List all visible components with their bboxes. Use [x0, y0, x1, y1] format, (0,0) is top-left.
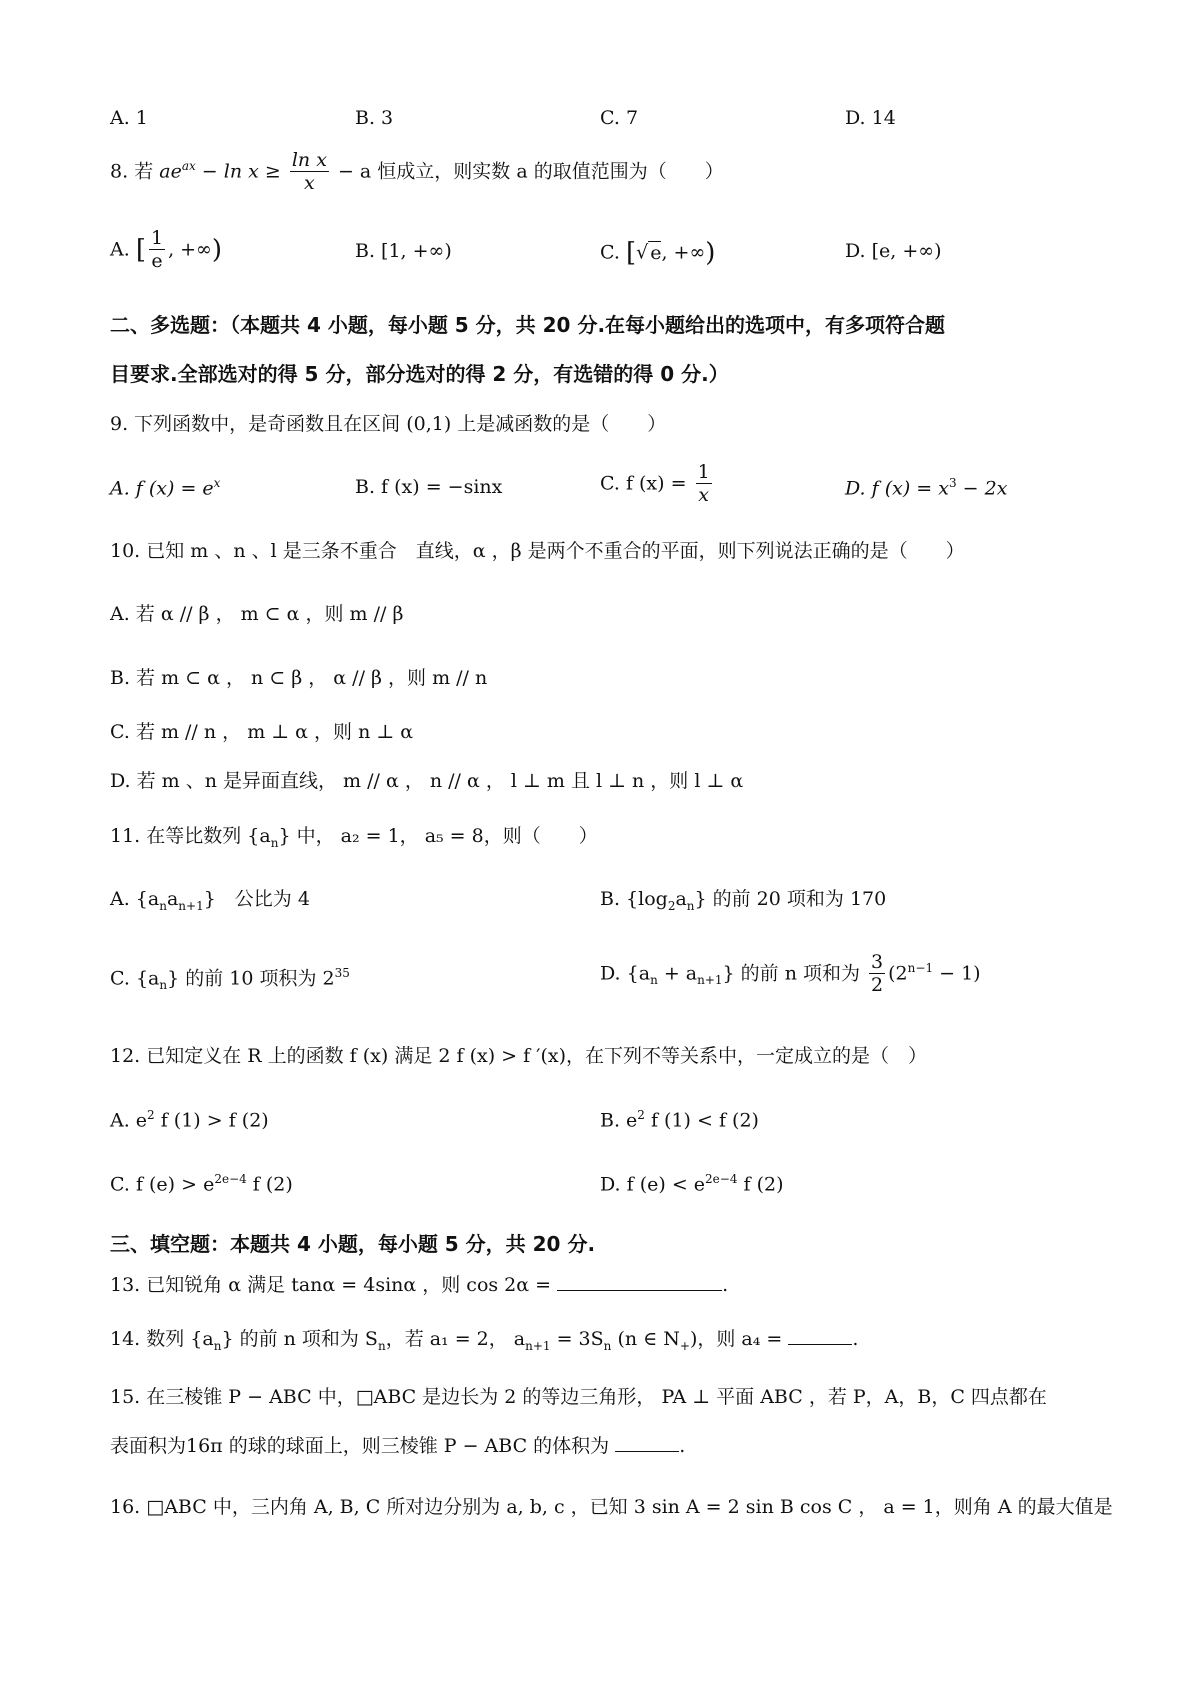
q11-option-a	[110, 888, 310, 913]
q11-d-paren: (2	[888, 962, 908, 985]
q13-text: 13. 已知锐角 α 满足 tanα = 4sinα ，则 cos 2α =	[110, 1274, 552, 1296]
q8-option-b: B. [1, +∞)	[355, 240, 452, 262]
q9-option-a	[110, 476, 220, 500]
q8-stem	[110, 150, 724, 195]
q12-d-head: D. f (e) < e	[600, 1173, 706, 1196]
q9-d-text: D. f (x) = x	[845, 477, 949, 500]
q12-option-c	[110, 1172, 293, 1196]
q12-a-tail: f (1) > f (2)	[154, 1109, 269, 1132]
q8-lhs: ae	[159, 160, 182, 183]
q11-d-sup: n−1	[907, 961, 934, 976]
section3-heading: 三、填空题：本题共 4 小题，每小题 5 分，共 20 分.	[110, 1232, 596, 1256]
q9-d-sup: 3	[948, 476, 957, 490]
q8-a-rest: , +∞	[168, 238, 212, 261]
q11-b-mid: a	[675, 888, 687, 910]
q12-b-tail: f (1) < f (2)	[644, 1109, 759, 1132]
q12-c-sup: 2e−4	[214, 1172, 247, 1186]
q15-text: 表面积为16π 的球的球面上，则三棱锥 P − ABC 的体积为	[110, 1435, 610, 1457]
q11-c-sup: 35	[334, 966, 350, 980]
q12-b-head: B. e	[600, 1109, 638, 1132]
q15-line1: 15. 在三棱锥 P − ABC 中，□ABC 是边长为 2 的等边三角形， PA ⊥ 平面 ABC ，若 P，A，B，C 四点都在	[110, 1386, 1047, 1408]
q8-tail: − a 恒成立，则实数 a 的取值范围为（ ）	[337, 160, 724, 183]
q11-stem-head: 11. 在等比数列 {a	[110, 825, 271, 847]
q14-sub4: n	[603, 1338, 612, 1353]
q8-c-label: C.	[600, 241, 620, 264]
q12-b-sup: 2	[637, 1108, 645, 1122]
q10-option-a: A. 若 α // β ， m ⊂ α ，则 m // β	[110, 603, 404, 625]
q8-a-den: e	[151, 249, 163, 272]
q10-stem: 10. 已知 m 、n 、l 是三条不重合 直线，α ，β 是两个不重合的平面，则下列说法正确的是（ ）	[110, 540, 965, 562]
q8-number: 8.	[110, 160, 129, 183]
q11-c-tail: } 的前 10 项积为 2	[167, 967, 335, 990]
q11-a-sub2: n+1	[178, 898, 204, 913]
q8-c-sqrt: e	[650, 241, 662, 264]
q14-text: 14. 数列 {a	[110, 1328, 214, 1350]
q11-a-tail: } 公比为 4	[203, 888, 310, 910]
section2-heading-line2: 目要求.全部选对的得 5 分，部分选对的得 2 分，有选错的得 0 分.）	[110, 362, 729, 386]
q9-option-c	[600, 462, 715, 507]
q13-answer-blank[interactable]	[557, 1290, 722, 1291]
q12-a-sup: 2	[147, 1108, 155, 1122]
section2-heading-line1: 二、多选题：（本题共 4 小题，每小题 5 分，共 20 分.在每小题给出的选项中，有多项符合题	[110, 313, 946, 337]
q12-option-b	[600, 1108, 759, 1132]
q15-answer-blank[interactable]	[615, 1451, 679, 1452]
q7-option-c: C. 7	[600, 107, 639, 129]
q11-d-end: − 1)	[933, 962, 981, 985]
q12-d-sup: 2e−4	[705, 1172, 738, 1186]
q9-c-label: C. f (x) =	[600, 472, 687, 495]
q11-d-num: 3	[871, 951, 884, 973]
q11-c-sub: n	[159, 978, 168, 993]
q9-option-b: B. f (x) = −sinx	[355, 476, 503, 498]
q11-option-c	[110, 966, 350, 993]
q9-c-den: x	[698, 483, 709, 506]
q15-end: .	[679, 1435, 686, 1457]
q16-stem: 16. □ABC 中，三内角 A, B, C 所对边分别为 a, b, c ，已知 3 sin A = 2 sin B cos C ， a = 1，则角 A 的最大值是	[110, 1496, 1113, 1518]
q12-option-a	[110, 1108, 269, 1132]
q8-option-c: C. [√ e, +∞)	[600, 238, 716, 268]
q11-stem	[110, 825, 598, 850]
q14-stem	[110, 1328, 858, 1353]
q11-d-den: 2	[871, 973, 884, 996]
q8-option-a: A. [ $\frac{1}{e}$ , +∞)	[110, 227, 223, 272]
q11-b-head: B. {log	[600, 888, 668, 910]
q12-c-head: C. f (e) > e	[110, 1173, 215, 1196]
q9-c-num: 1	[697, 461, 710, 483]
q11-d-head: D. {a	[600, 962, 651, 985]
q8-c-rest: , +∞	[661, 241, 706, 264]
q7-option-d: D. 14	[845, 107, 896, 129]
q11-d-tail: } 的前 n 项和为	[722, 962, 860, 985]
q12-d-tail: f (2)	[737, 1173, 784, 1196]
q8-lead: 若	[134, 160, 154, 183]
q12-option-d	[600, 1172, 784, 1196]
q10-option-c: C. 若 m // n ， m ⊥ α ，则 n ⊥ α	[110, 721, 414, 743]
q8-frac-den: x	[304, 171, 315, 194]
q9-option-d	[845, 476, 1007, 500]
q8-frac-num: ln x	[291, 149, 327, 171]
q11-b-tail: } 的前 20 项和为 170	[694, 888, 887, 910]
q9-a-text: A. f (x) = e	[110, 477, 214, 500]
q11-c-head: C. {a	[110, 967, 160, 990]
q14-text6: )，则 a₄ =	[689, 1328, 783, 1350]
q10-option-b: B. 若 m ⊂ α ， n ⊂ β ， α // β ，则 m // n	[110, 667, 488, 689]
q11-d-sub2: n+1	[697, 973, 723, 988]
q8-option-d: D. [e, +∞)	[845, 240, 942, 262]
q14-text2: } 的前 n 项和为 S	[221, 1328, 378, 1350]
q11-b-sub1: 2	[667, 898, 676, 913]
q14-end: .	[852, 1328, 859, 1350]
q11-option-b	[600, 888, 886, 913]
q14-text3: ，若 a₁ = 2， a	[385, 1328, 526, 1350]
q14-answer-blank[interactable]	[788, 1344, 852, 1345]
q12-a-head: A. e	[110, 1109, 148, 1132]
q9-stem: 9. 下列函数中，是奇函数且在区间 (0,1) 上是减函数的是（ ）	[110, 413, 667, 435]
q8-fraction	[290, 150, 329, 195]
q8-a-label: A.	[110, 238, 130, 261]
q11-stem-sub: n	[270, 835, 279, 850]
q14-sub3: n+1	[525, 1338, 551, 1353]
q8-lhs-sup: ax	[181, 159, 196, 174]
q12-stem: 12. 已知定义在 R 上的函数 f (x) 满足 2 f (x) > f ′(x)，在下列不等关系中，一定成立的是（ ）	[110, 1045, 928, 1067]
q10-option-d: D. 若 m 、n 是异面直线， m // α ， n // α ， l ⊥ m 且 l ⊥ n ，则 l ⊥ α	[110, 770, 744, 792]
q13-stem	[110, 1274, 728, 1297]
q14-text4: = 3S	[550, 1328, 604, 1350]
q8-minus-ln: − ln x ≥	[201, 160, 281, 183]
q7-option-b: B. 3	[355, 107, 394, 129]
q7-option-a: A. 1	[110, 107, 148, 129]
q11-a-head: A. {a	[110, 888, 160, 910]
q14-sub5: +	[679, 1338, 690, 1353]
q11-d-mid: + a	[657, 962, 698, 985]
q11-option-d	[600, 952, 981, 997]
q8-a-num: 1	[150, 227, 164, 249]
q14-text5: (n ∈ N	[611, 1328, 680, 1350]
q11-stem-tail: } 中， a₂ = 1， a₅ = 8，则（ ）	[278, 825, 598, 847]
q11-a-sub1: n	[159, 898, 167, 913]
q14-sub: n	[213, 1338, 222, 1353]
q11-d-sub1: n	[650, 973, 658, 988]
q9-d-tail: − 2x	[956, 477, 1008, 500]
q12-c-tail: f (2)	[246, 1173, 293, 1196]
q15-line2	[110, 1435, 685, 1458]
q14-sub2: n	[377, 1338, 386, 1353]
q9-a-sup: x	[213, 476, 221, 490]
q13-end: .	[722, 1274, 729, 1296]
q11-b-sub2: n	[686, 898, 695, 913]
q11-a-mid: a	[166, 888, 179, 910]
